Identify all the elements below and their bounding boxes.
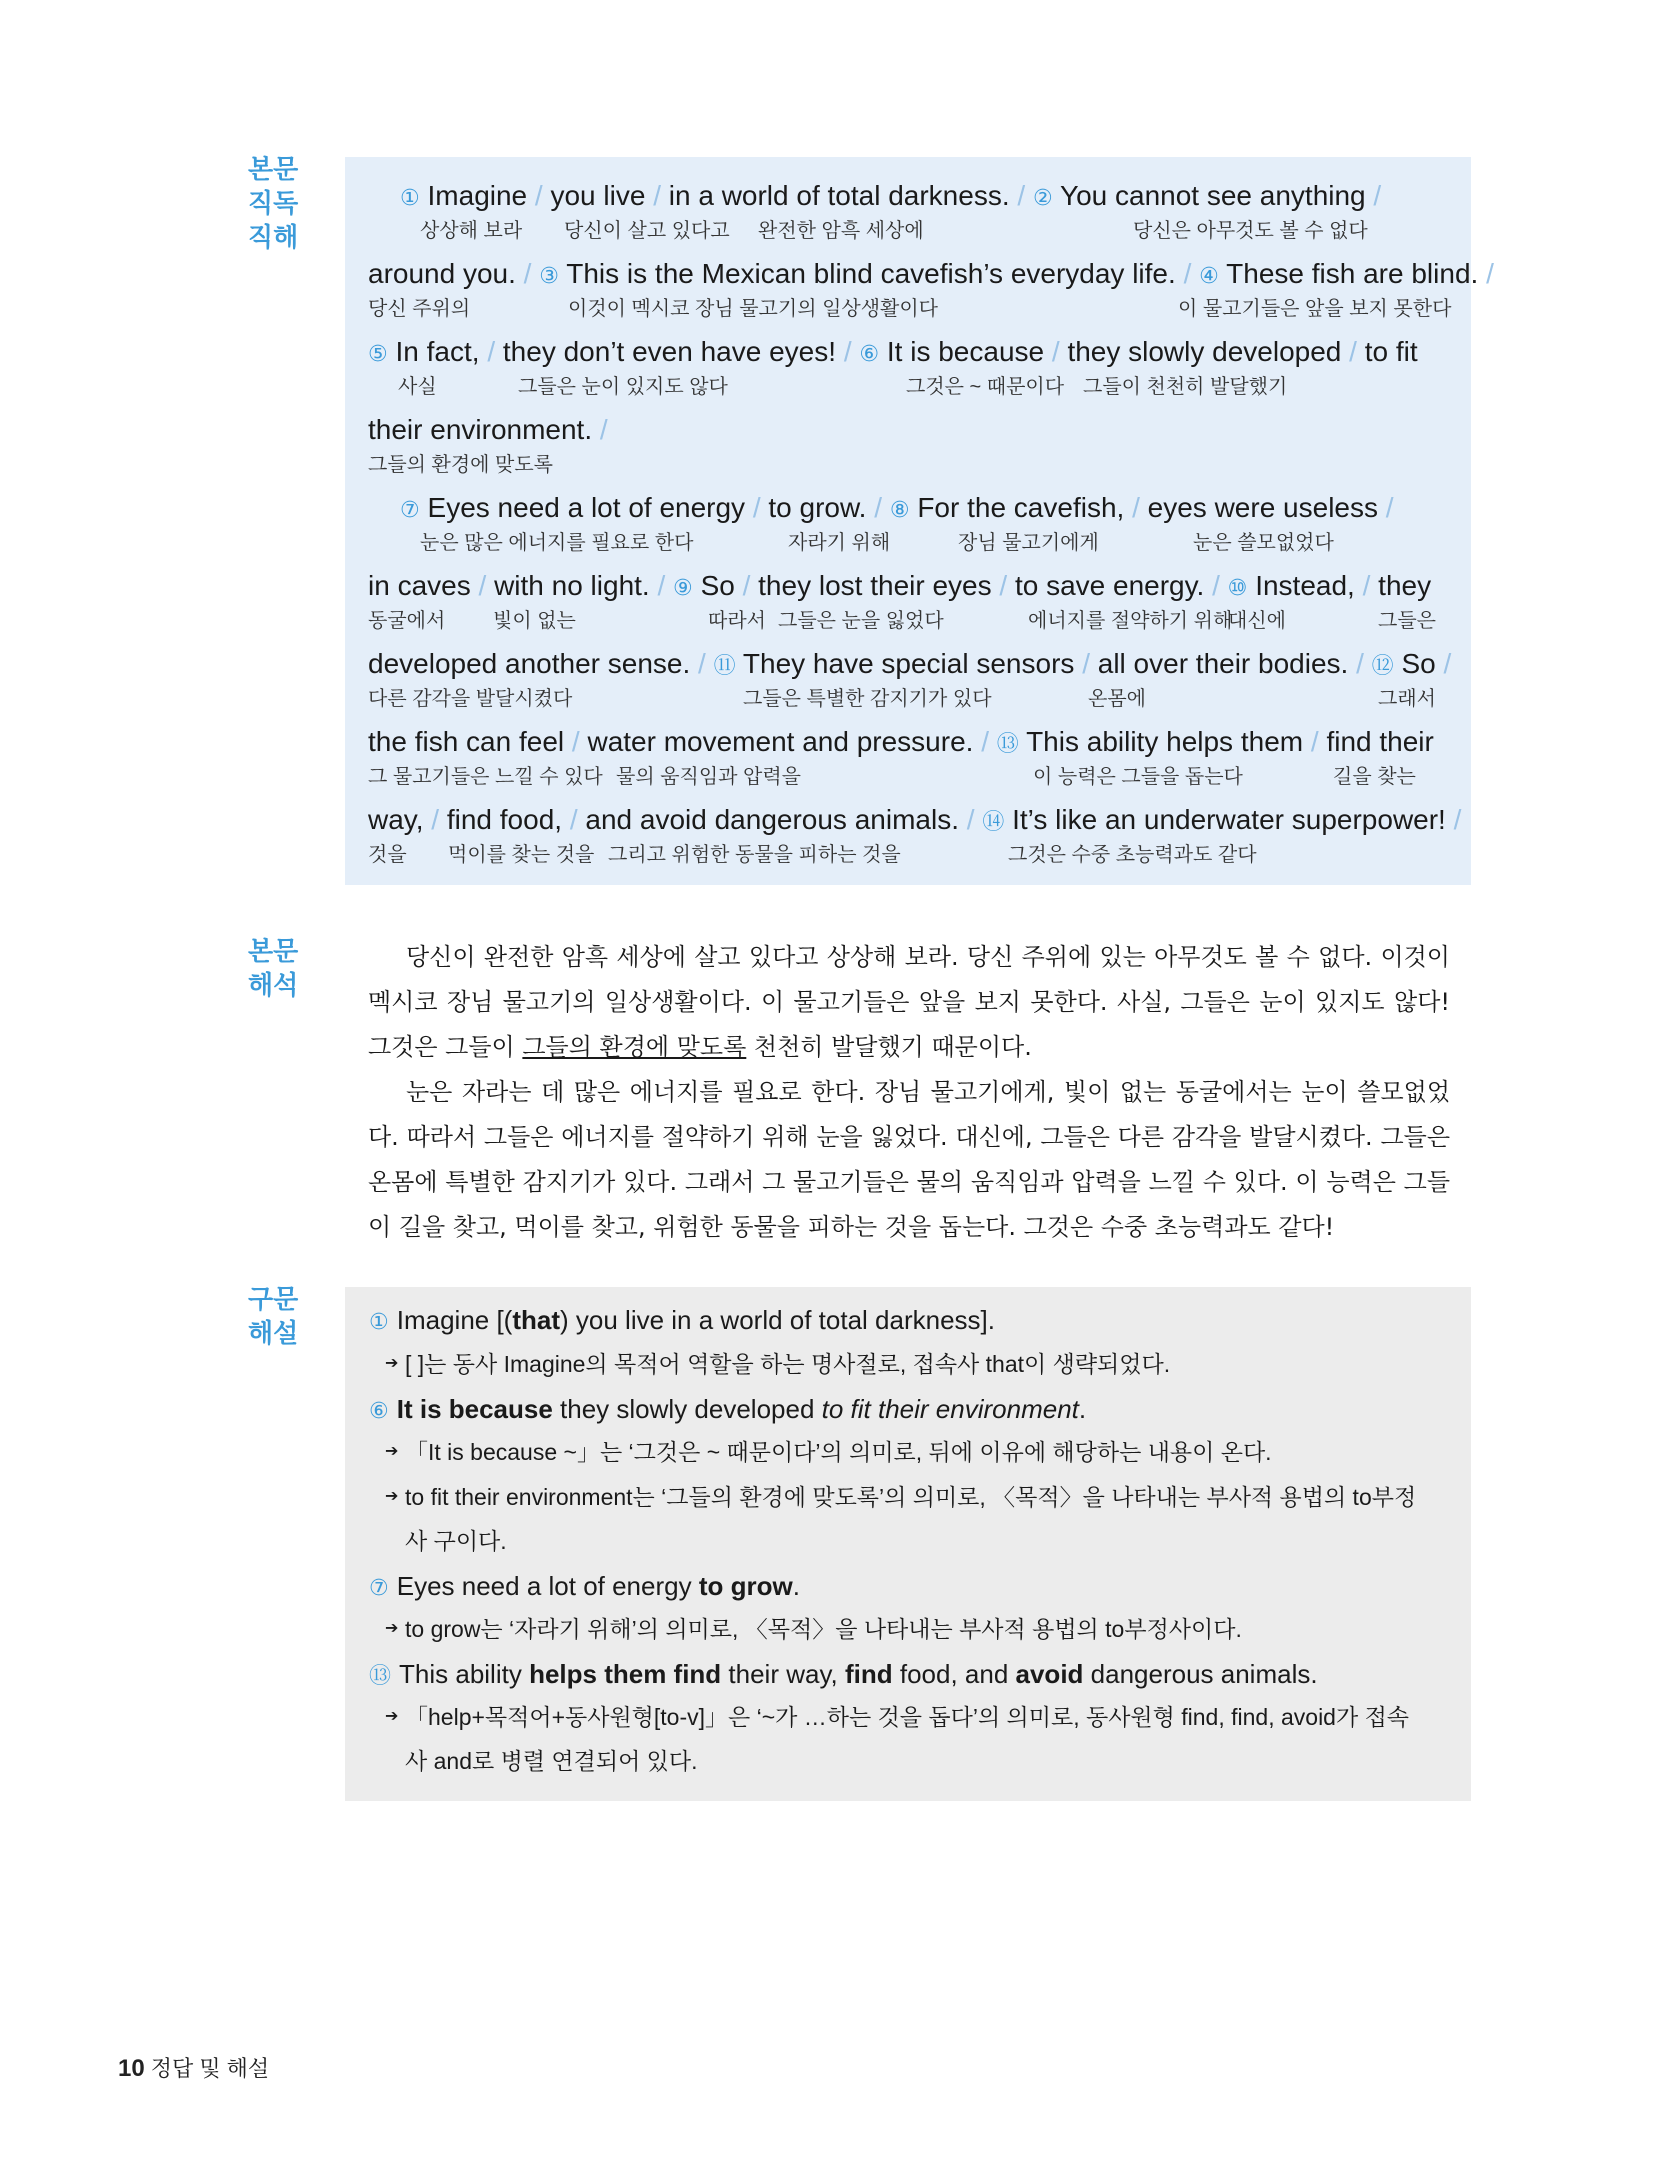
chunk-slash: / [653,180,661,211]
sentence-number: ⑫ [1371,653,1394,678]
korean-gloss: 따라서 [708,610,766,632]
grammar-note: ➔ to grow는 ‘자라기 위해’의 의미로, 〈목적〉을 나타내는 부사적 용법의 to부정사이다. [385,1616,1242,1642]
grammar-item-7: ⑦ Eyes need a lot of energy to grow. [369,1571,800,1601]
korean-gloss: 그들은 [1378,610,1436,632]
chunk-slash: / [1443,648,1452,679]
english-chunk: eyes were useless [1147,492,1378,523]
english-chunk: with no light. [494,570,650,601]
english-chunk: in a world of total darkness. [668,180,1010,211]
chunk-slash: / [1310,726,1319,757]
chunk-slash: / [843,336,852,367]
sentence-number: ① [400,185,420,210]
sentence-number: ⑥ [859,341,880,366]
english-chunk: way, [368,804,424,835]
grammar-item-6: ⑥ It is because they slowly developed to fit their environment. [369,1394,1087,1424]
english-chunk: These fish are blind. [1226,258,1479,289]
chunk-slash: / [431,804,440,835]
english-chunk: they slowly developed [1067,336,1342,367]
english-chunk: This ability helps them [1026,726,1304,757]
korean-gloss: 그리고 위험한 동물을 피하는 것을 [608,844,901,866]
english-chunk: to grow. [768,492,867,523]
korean-gloss: 길을 찾는 [1333,766,1416,788]
page-footer [118,2052,269,2083]
korean-gloss: 빛이 없는 [493,610,576,632]
chunk-slash: / [569,804,578,835]
sentence-number: ⑦ [400,497,420,522]
grammar-item-13: ⑬ This ability helps them find their way, find food, and avoid dangerous animals. [369,1659,1318,1689]
reading-line [368,569,1448,639]
grammar-box [345,1287,1471,1801]
english-chunks [368,725,1434,761]
korean-gloss: 그것은 ~ 때문이다 [906,376,1065,398]
english-chunk: around you. [368,258,516,289]
chunk-slash: / [571,726,580,757]
translation-paragraph-2: 눈은 자라는 데 많은 에너지를 필요로 한다. 장님 물고기에게, 빛이 없는 동굴에서는 눈이 쓸모없었다. 따라서 그들은 에너지를 절약하기 위해 눈을 잃었다. 대신에, 그들은 다른 감각을 발달시켰다. 그들은 온몸에 특별한 감지기가 있다. 그래서 그 물고기들은 물의 움직임과 압력을 느낄 수 있다. 이 능력은 그들이 길을 찾고, 먹이를 찾고, 위험한 동물을 피하는 것을 돕는다. 그것은 수중 초능력과도 같다! [368,1078,1450,1241]
korean-gloss: 것을 [368,844,407,866]
korean-gloss: 자라기 위해 [788,532,891,554]
korean-gloss: 대신에 [1228,610,1286,632]
english-chunk: find their [1326,726,1434,757]
chunk-slash: / [487,336,496,367]
english-chunk: find food, [446,804,563,835]
korean-gloss: 이 능력은 그들을 돕는다 [1033,766,1243,788]
korean-gloss: 이것이 멕시코 장님 물고기의 일상생활이다 [568,298,938,320]
english-chunks [368,257,1494,293]
sentence-number: ⑩ [1227,575,1248,600]
korean-gloss: 그들은 특별한 감지기가 있다 [743,688,992,710]
korean-gloss: 그들은 눈이 있지도 않다 [518,376,728,398]
english-chunk: all over their bodies. [1097,648,1349,679]
reading-line [368,803,1462,873]
chunk-slash: / [523,258,532,289]
sentence-number: ⑪ [713,653,736,678]
korean-gloss: 그들이 천천히 발달했기 [1083,376,1288,398]
english-chunk: So [700,570,735,601]
english-chunks [368,335,1418,371]
korean-gloss: 물의 움직임과 압력을 [616,766,801,788]
chunk-slash: / [1082,648,1090,679]
korean-gloss: 당신 주위의 [368,298,471,320]
english-chunk: they don’t even have eyes! [502,336,837,367]
korean-gloss: 동굴에서 [368,610,446,632]
chunk-slash: / [657,570,666,601]
reading-box [345,157,1494,885]
english-chunk: It is because [886,336,1045,367]
korean-gloss: 온몸에 [1088,688,1146,710]
grammar-note: ➔ [ ]는 동사 Imagine의 목적어 역할을 하는 명사절로, 접속사 that이 생략되었다. [385,1351,1171,1377]
sentence-number: ② [1032,185,1053,210]
chunk-slash: / [742,570,751,601]
chunk-slash: / [1356,648,1364,679]
english-chunks [368,803,1461,839]
chunk-slash: / [966,804,975,835]
english-chunk: You cannot see anything [1059,180,1366,211]
reading-line [368,491,1448,561]
footer-title: 정답 및 해설 [150,2056,270,2081]
chunk-slash: / [534,180,543,211]
reading-section-label: 본문 직독 직해 [248,155,299,253]
english-chunks [400,491,1394,527]
translation-section-label: 본문 해석 [248,937,299,1001]
korean-gloss: 상상해 보라 [420,220,523,242]
english-chunk: developed another sense. [368,648,691,679]
chunk-slash: / [1373,180,1382,211]
english-chunk: So [1401,648,1436,679]
korean-gloss: 사실 [398,376,437,398]
english-chunk: In fact, [395,336,480,367]
chunk-slash: / [698,648,706,679]
korean-gloss: 눈은 쓸모없었다 [1193,532,1334,554]
korean-gloss: 그것은 수중 초능력과도 같다 [1008,844,1257,866]
english-chunk: Instead, [1255,570,1355,601]
sentence-number: ⑤ [368,341,388,366]
english-chunk: Imagine [427,180,528,211]
sentence-number: ⑭ [982,809,1005,834]
chunk-slash: / [1132,492,1140,523]
grammar-section-label: 구문 해설 [248,1285,299,1349]
grammar-item-1: ① Imagine [(that) you live in a world of total darkness]. [369,1305,995,1335]
page-number: 10 [118,2055,145,2082]
english-chunk: Eyes need a lot of energy [427,492,746,523]
chunk-slash: / [1362,570,1371,601]
grammar-note: ➔ 「It is because ~」는 ‘그것은 ~ 때문이다’의 의미로, 뒤에 이유에 해당하는 내용이 온다. [385,1439,1272,1465]
reading-line [368,725,1448,795]
english-chunk: they lost their eyes [758,570,992,601]
english-chunk: their environment. [368,414,593,445]
korean-gloss: 완전한 암흑 세상에 [758,220,924,242]
english-chunk: For the cavefish, [917,492,1125,523]
korean-gloss: 당신은 아무것도 볼 수 없다 [1133,220,1368,242]
korean-gloss: 그 물고기들은 느낄 수 있다 [368,766,603,788]
english-chunk: This is the Mexican blind cavefish’s everyday life. [566,258,1176,289]
reading-line [368,413,1448,483]
english-chunks [368,413,608,447]
english-chunk: water movement and pressure. [587,726,974,757]
english-chunk: the fish can feel [368,726,565,757]
english-chunks [368,569,1431,605]
chunk-slash: / [1486,258,1494,289]
chunk-slash: / [599,414,608,445]
chunk-slash: / [1051,336,1060,367]
korean-gloss: 먹이를 찾는 것을 [448,844,595,866]
translation-text [368,935,1450,1250]
chunk-slash: / [752,492,761,523]
english-chunk: they [1378,570,1432,601]
korean-gloss: 장님 물고기에게 [958,532,1099,554]
korean-gloss: 그래서 [1378,688,1436,710]
sentence-number: ③ [539,263,559,288]
translation-paragraph-1: 당신이 완전한 암흑 세상에 살고 있다고 상상해 보라. 당신 주위에 있는 아무것도 볼 수 없다. 이것이 멕시코 장님 물고기의 일상생활이다. 이 물고기들은 앞을 보지 못한다. 사실, 그들은 눈이 있지도 않다! 그것은 그들이 그들의 환경에 맞도록 천천히 발달했기 때문이다. [368,943,1450,1061]
chunk-slash: / [1349,336,1357,367]
korean-gloss: 에너지를 절약하기 위해 [1028,610,1233,632]
chunk-slash: / [1385,492,1394,523]
chunk-slash: / [1212,570,1220,601]
chunk-slash: / [999,570,1008,601]
sentence-number: ⑧ [889,497,910,522]
english-chunk: It’s like an underwater superpower! [1012,804,1446,835]
grammar-note: ➔ to fit their environment는 ‘그들의 환경에 맞도록’의 의미로, 〈목적〉을 나타내는 부사적 용법의 to부정사 구이다. [385,1484,1417,1554]
english-chunks [400,179,1381,215]
korean-gloss: 당신이 살고 있다고 [564,220,730,242]
chunk-slash: / [1453,804,1462,835]
sentence-number: ④ [1199,263,1219,288]
reading-line [368,179,1448,249]
chunk-slash: / [1183,258,1192,289]
korean-gloss: 그들은 눈을 잃었다 [778,610,944,632]
english-chunk: in caves [368,570,471,601]
sentence-number: ⑨ [673,575,693,600]
english-chunk: to fit [1364,336,1418,367]
english-chunks [368,647,1451,683]
korean-gloss: 다른 감각을 발달시켰다 [368,688,573,710]
english-chunk: to save energy. [1014,570,1205,601]
chunk-slash: / [981,726,989,757]
reading-line [368,257,1494,327]
chunk-slash: / [1017,180,1026,211]
korean-gloss: 그들의 환경에 맞도록 [368,454,553,476]
grammar-note: ➔ 「help+목적어+동사원형[to-v]」은 ‘~가 …하는 것을 돕다’의 의미로, 동사원형 find, find, avoid가 접속사 and로 병렬 연결되어 있다. [385,1704,1410,1774]
chunk-slash: / [478,570,487,601]
english-chunk: you live [550,180,646,211]
english-chunk: and avoid dangerous animals. [585,804,959,835]
chunk-slash: / [874,492,883,523]
sentence-number: ⑬ [996,731,1019,756]
korean-gloss: 이 물고기들은 앞을 보지 못한다 [1178,298,1452,320]
korean-gloss: 눈은 많은 에너지를 필요로 한다 [420,532,694,554]
reading-line [368,335,1448,405]
reading-line [368,647,1452,717]
english-chunk: They have special sensors [742,648,1075,679]
